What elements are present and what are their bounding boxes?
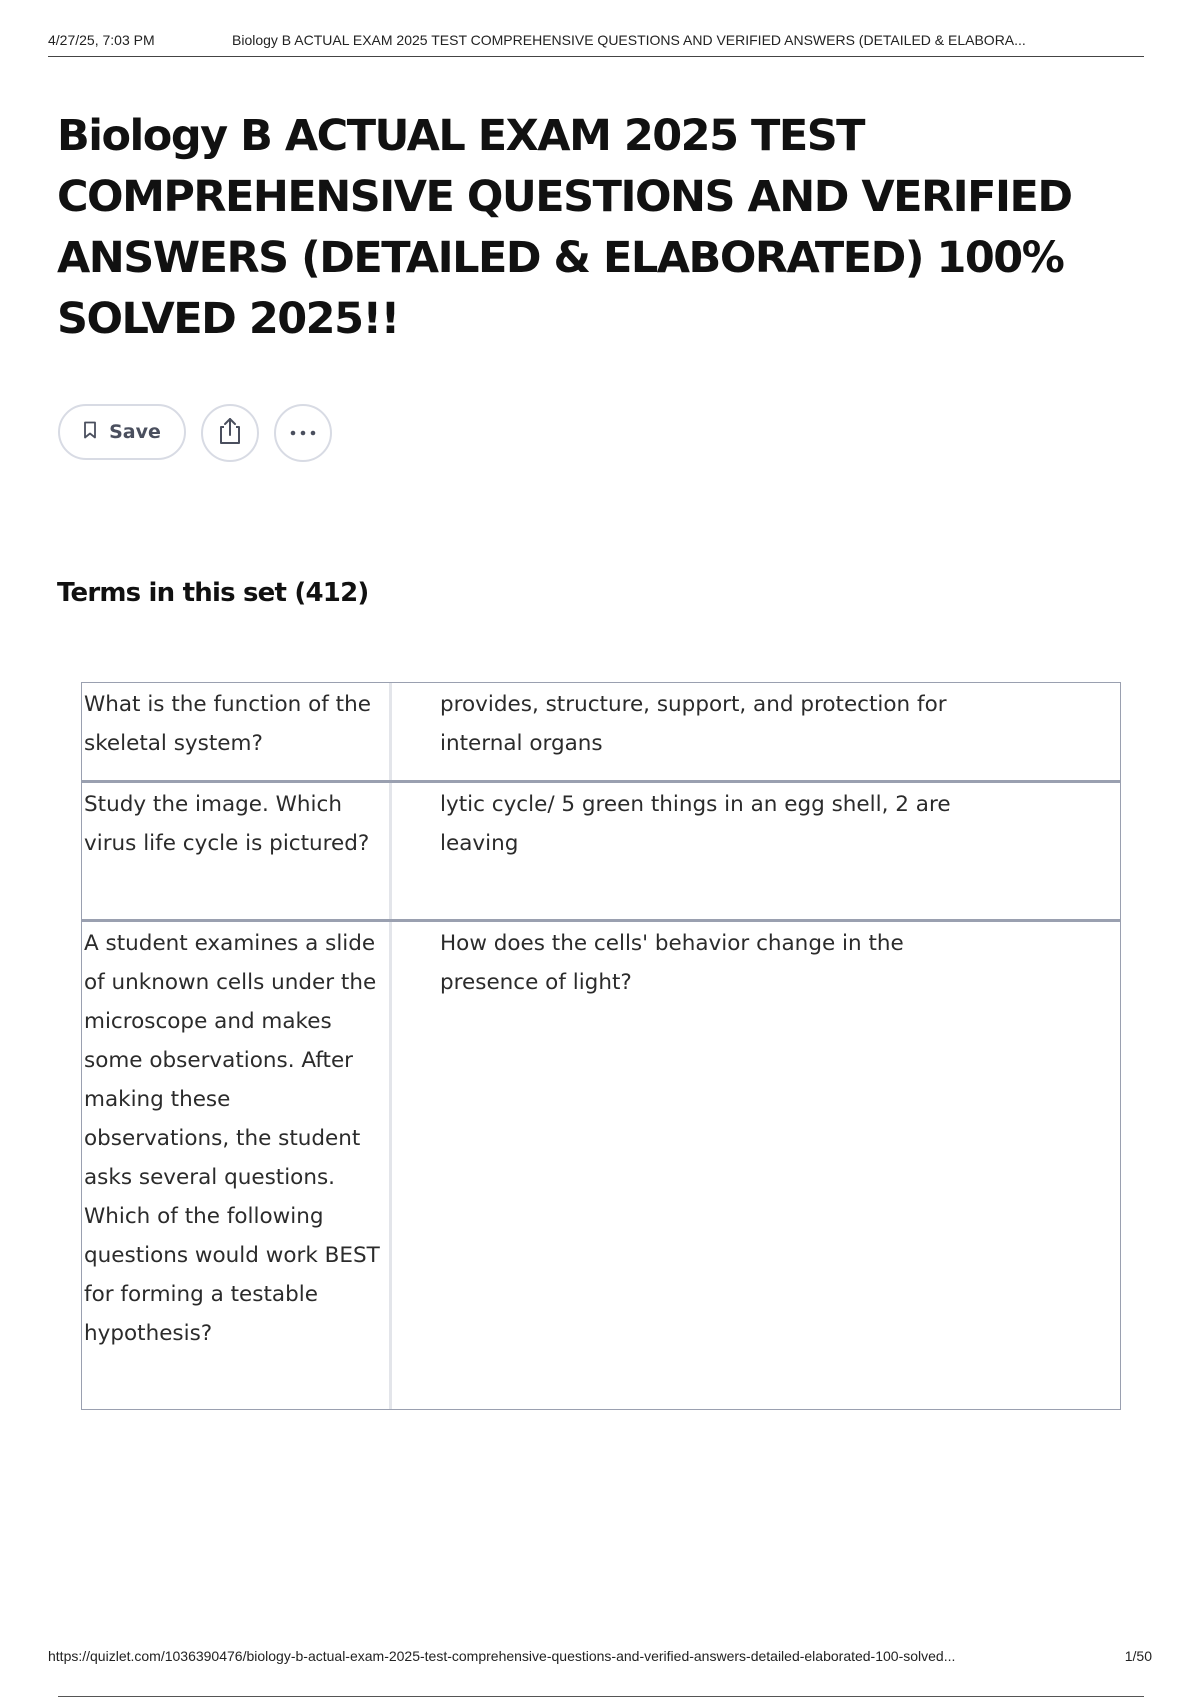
terms-heading: Terms in this set (412)	[57, 578, 369, 608]
term-row	[82, 783, 1120, 922]
term-row	[82, 922, 1120, 1409]
term-text: What is the function of the skeletal system?	[82, 683, 392, 780]
term-text: Study the image. Which virus life cycle is pictured?	[82, 783, 392, 919]
terms-table	[81, 682, 1121, 1410]
page-number: 1/50	[1124, 1648, 1152, 1664]
definition-text: provides, structure, support, and protection for internal organs	[440, 692, 947, 756]
share-icon	[216, 416, 244, 451]
term-row	[82, 683, 1120, 783]
print-date: 4/27/25, 7:03 PM	[48, 32, 155, 48]
definition-text: How does the cells' behavior change in the presence of light?	[440, 931, 904, 995]
more-options-button[interactable]	[274, 404, 332, 462]
save-button-label: Save	[109, 421, 161, 443]
print-header	[48, 28, 1144, 57]
save-button[interactable]	[58, 404, 186, 460]
print-url: https://quizlet.com/1036390476/biology-b-actual-exam-2025-test-comprehensive-questions-and-verified-answers-detailed-elaborated-100-solved...	[48, 1648, 956, 1664]
bookmark-icon	[83, 421, 97, 444]
share-button[interactable]	[201, 404, 259, 462]
print-page-title: Biology B ACTUAL EXAM 2025 TEST COMPREHENSIVE QUESTIONS AND VERIFIED ANSWERS (DETAILED & ELABORA...	[232, 32, 1026, 48]
more-icon	[289, 424, 317, 442]
footer-divider	[58, 1696, 1144, 1697]
definition-text: lytic cycle/ 5 green things in an egg shell, 2 are leaving	[440, 792, 951, 856]
term-text: A student examines a slide of unknown cells under the microscope and makes some observations. After making these observations, the student asks several questions. Which of the following questions would work BEST for forming a testable hypothesis?	[82, 922, 392, 1409]
page-title: Biology B ACTUAL EXAM 2025 TEST COMPREHENSIVE QUESTIONS AND VERIFIED ANSWERS (DETAILED & ELABORATED) 100% SOLVED 2025!!	[57, 111, 1072, 344]
